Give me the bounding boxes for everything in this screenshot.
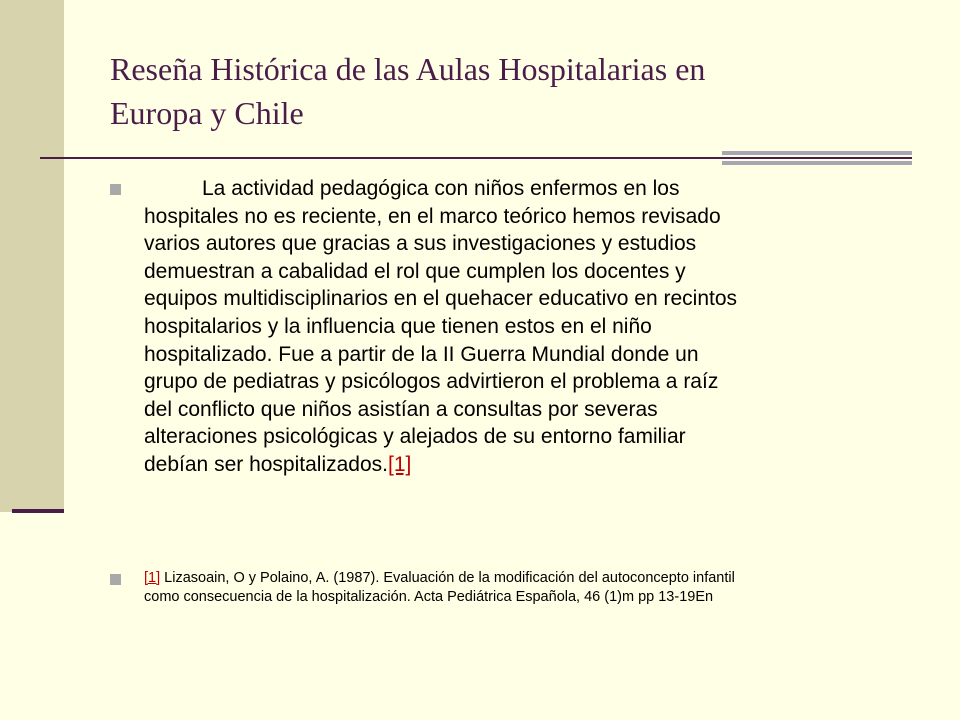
bullet-square-icon xyxy=(110,574,121,585)
body-line-8: grupo de pediatras y psicólogos advirtieron el problema a raíz xyxy=(144,370,719,394)
body-line-3: varios autores que gracias a sus investigaciones y estudios xyxy=(144,232,697,256)
body-line-7: hospitalizado. Fue a partir de la II Guerra Mundial donde un xyxy=(144,342,699,366)
body-line-4: demuestran a cabalidad el rol que cumplen los docentes y xyxy=(144,259,686,283)
body-line-11: debían ser hospitalizados. xyxy=(144,452,388,476)
slide-title xyxy=(110,47,890,135)
left-accent-line xyxy=(12,509,64,513)
title-divider xyxy=(40,157,912,159)
body-line-6: hospitalarios y la influencia que tienen estos en el niño xyxy=(144,314,652,338)
body-paragraph xyxy=(144,175,914,479)
reference-link[interactable]: [1] xyxy=(388,452,412,476)
bullet-square-icon xyxy=(110,184,121,195)
footnote xyxy=(144,569,914,607)
divider-accent-top xyxy=(722,151,912,155)
slide-title-line-1: Reseña Histórica de las Aulas Hospitalarias en xyxy=(110,51,706,87)
body-line-5: equipos multidisciplinarios en el quehacer educativo en recintos xyxy=(144,287,738,311)
footnote-line-1: Lizasoain, O y Polaino, A. (1987). Evaluación de la modificación del autoconcepto infantil xyxy=(160,570,735,586)
left-decorative-bar xyxy=(0,0,64,512)
slide-title-line-2: Europa y Chile xyxy=(110,95,304,131)
body-line-2: hospitales no es reciente, en el marco teórico hemos revisado xyxy=(144,204,721,228)
divider-accent-bottom xyxy=(722,161,912,165)
footnote-link[interactable]: [1] xyxy=(144,570,161,586)
footnote-line-2: como consecuencia de la hospitalización. Acta Pediátrica Española, 46 (1)m pp 13-19En xyxy=(144,589,714,605)
body-line-9: del conflicto que niños asistían a consultas por severas xyxy=(144,397,658,421)
body-line-1: La actividad pedagógica con niños enfermos en los xyxy=(202,177,680,200)
body-line-10: alteraciones psicológicas y alejados de su entorno familiar xyxy=(144,425,686,449)
